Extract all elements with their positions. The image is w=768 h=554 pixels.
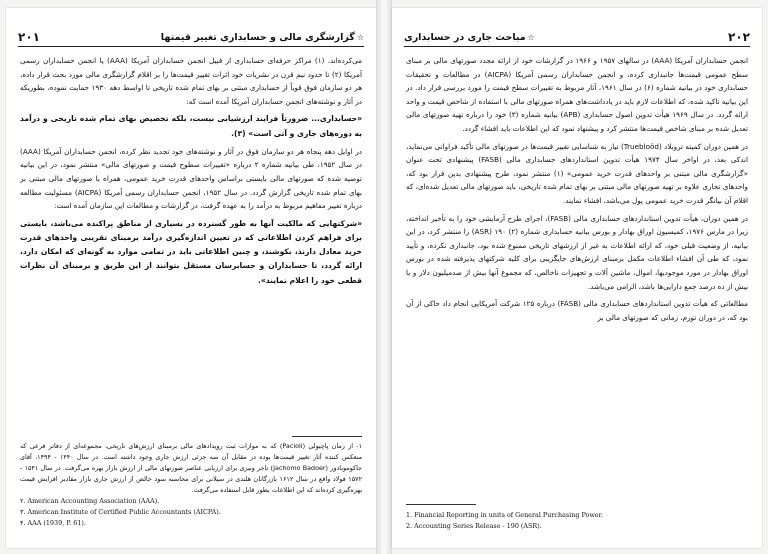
footnote: ۳. American Institute of Certified Public Accountants (AICPA). <box>20 508 221 516</box>
paragraph: در همین دوران، هیأت تدوین استانداردهای حسابداری مالی (FASB)، اجرای طرح آزمایشی خود را به تأخیر انداخته، زیرا در مارس ۱۹۷۶، کمیسیون اوراق بهادار و بورس بیانیه حسابداری شماره (۲) ۱۹۰ (ASR) را منتشر کرد، در این بیانیه، از وضعیت قبلی خود، که ارائه اطلاعات به غیر از ارزشهای تاریخی ممنوع شده بود، جانبداری نکرده، و تأیید نمود، که طی آن افشاء اطلاعات مکمل برمبنای ارزش‌های جایگزینی برای کلیه شرکتهای پذیرفته شده در بورس اوراق بهادار در مورد موجودیها، اموال، ماشین آلات و تجهیزات ناخالص، که مجموع آنها بیش از صدمیلیون دلار و یا بیش از ده درصد جمع دارایی‌ها باشد، الزامی می‌باشد. <box>406 213 749 291</box>
footnotes <box>406 510 748 532</box>
footnote: 2. Accounting Series Release - 190 (ASR). <box>406 522 542 530</box>
paragraph: انجمن حسابداران آمریکا (AAA) در سالهای ۱۹۵۷ و ۱۹۶۶ در گزارشات خود از ارائه مجدد صورتهای مالی بر مبنای سطح عمومی قیمت‌ها جانبداری کرده، و انجمن حسابداران رسمی آمریکا (AICPA) در مطالعات و تحقیقات حسابداری خود در بیانیه شماره (۶) در سال ۱۹۶۱، آثار مربوط به تغییرات سطح قیمت را مورد بررسی قرار داد. در این بیانیه تاکید شده، که اطلاعات لازم باید در یادداشت‌های همراه صورتهای مالی با استفاده از شاخص قیمت و واحد ارائه گردد. در سال ۱۹۶۹ هیأت تدوین اصول حسابداری (APB) بیانیه شماره (۳) خود را درباره تهیه صورتهای مالی تعدیل شده بر مبنای شاخص قیمت‌ها منتشر کرد و پیشنهاد نمود که این اطلاعات باید افشاء گردد. <box>406 56 749 133</box>
footnote-rule <box>292 436 362 437</box>
footnote: ۲. American Accounting Association (AAA). <box>20 497 160 505</box>
star-icon: ☆ <box>356 33 364 42</box>
block-quote: «حسابداری... ضرورتاً فرایند ارزشیابی نیست، بلکه تخصیص بهای تمام شده تاریخی و درآمد به دوره‌های جاری و آتی است» (۳). <box>20 114 362 138</box>
paragraph: می‌کرده‌اند. (۱) مراکز حرفه‌ای حسابداری از قبیل انجمن حسابداران آمریکا (AAA) یا انجمن حسابداران رسمی آمریکا (۲) تا حدود نیم قرن در نشریات خود اثرات تغییر قیمت‌ها را بر اقلام گزارشگری مالی مورد بحث قرار داده، هر دو سازمان فوق قویاً از حسابداری مبتنی بر بهای تمام شده تاریخی تا اواسط دهه ۱۹۳۰ حمایت نموده، بطوریکه در آثار و نوشته‌های انجمن حسابداران آمریکا آمده است که: <box>20 56 362 106</box>
right-page-body <box>406 54 748 328</box>
paragraph: مطالعاتی که هیأت تدوین استانداردهای حسابداری مالی (FASB) درباره ۱۲۵ شرکت آمریکایی انجام داد حاکی از آن بود که، در دوران تورم، زمانی که صورتهای مالی بر <box>406 299 748 322</box>
footnote-rule <box>406 504 476 505</box>
footnote: 1. Financial Reporting in units of General Purchasing Power. <box>406 511 603 519</box>
left-page-body <box>20 54 362 292</box>
footnote: ۱- از زمان پاچیولی (Pacioli) که به موازات ثبت رویدادهای مالی برمبنای ارزش‌های تاریخی، مجموعه‌ای از دفاتر فرعی که منعکس کننده آثار تغییر قیمت‌ها بوده در مقابل آن سه جزئی ارزش جاری وجود داشته است. در سال ۱۴۴۰ - ۱۴۹۴، آقای جاکوموبادور (Jachomo Badoer) تاجر ونیزی برای ارزیابی عناصر صورتهای مالی از ارزش بازار بهره می‌گرفت. در سال ۱۵۴۱ - ۱۵۷۲ فولاد واقع در سال ۱۶۱۲ بازرگانان هلندی در سیلانی برای محاسبه سود خالص از ارزش جاری بازار مقادیر افزایش قیمت بهره‌گیری کرده‌اند که این اطلاعات بطور قابل استفاده می‌گرفت. <box>20 442 363 494</box>
book-gutter <box>376 0 392 554</box>
page-number: ۲۰۲ <box>728 30 750 44</box>
block-quote: «شرکتهایی که مالکیت آنها به طور گسترده در بسیاری از مناطق پراکنده می‌باشد، بایستی برای فراهم کردن اطلاعاتی که در تعیین اندازه‌گیری درآمد برمبنای تقریبی واحدهای قدرت خرید معادل دارند، بکوشند، و چنین اطلاعاتی باید در تمامی موارد به گونه‌ای که امکان دارد، ارائه گردد، تا حسابداران و حسابرسان مستقل بتوانند از این طریق و برمبنای آن نظرات قطعی خود را اعلام نمایند». <box>20 218 362 285</box>
page-number: ۲۰۱ <box>18 30 40 44</box>
left-page <box>6 8 376 548</box>
footnotes <box>20 441 362 529</box>
paragraph: در اوایل دهه پنجاه هر دو سازمان فوق در آثار و نوشته‌های خود تجدید نظر کرده، انجمن حسابداران آمریکا (AAA) در سال ۱۹۵۲، طی بیانیه شماره ۲ درباره «تغییرات سطوح قیمت و صورتهای مالی» منتشر نمود، در این بیانیه توصیه شده که صورتهای مالی بایستی براساس واحدهای قدرت خرید عمومی، همراه با صورتهای مالی مبتنی بر بهای تمام شده تاریخی گزارش گردد. در سال ۱۹۵۲، انجمن حسابداران رسمی آمریکا (AICPA) مسئولیت مطالعه درباره تغییر مفاهیم مربوط به درآمد را به عهده گرفت، در گزارشات و مطالعات این سازمان آمده است: <box>20 146 362 211</box>
star-icon: ☆ <box>527 33 535 42</box>
right-page <box>392 8 762 548</box>
running-title: ☆گزارشگری مالی و حسابداری تغییر قیمتها <box>160 32 364 43</box>
running-title: ☆مباحث جاری در حسابداری <box>404 32 535 43</box>
paragraph: در همین دوران کمیته تروبلاد (Truebloöd) نیاز به شناسایی تغییر قیمت‌ها در صورتهای مالی تأکید فراوانی می‌نماید، اندکی بعد، در اواخر سال ۱۹۷۴ هیأت تدوین استانداردهای حسابداری مالی (FASB) پیشنهادی تحت عنوان «گزارشگری مالی مبتنی بر واحدهای قدرت خرید عمومی» (۱) منتشر نمود، طرح پیشنهادی بدین قرار بود که، واحدهای تجاری علاوه بر تهیه صورتهای مالی مبتنی بر بهای تمام شده تاریخی، باید صورتهای مالی تعدیل شده‌ای، که اقلام آن بیانگر قدرت خرید عمومی پول می‌باشد، افشاء نمایند. <box>406 141 748 205</box>
footnote: ۴. AAA (1939, P. 61). <box>20 519 86 527</box>
right-page-header <box>404 26 750 47</box>
left-page-header <box>18 26 364 47</box>
